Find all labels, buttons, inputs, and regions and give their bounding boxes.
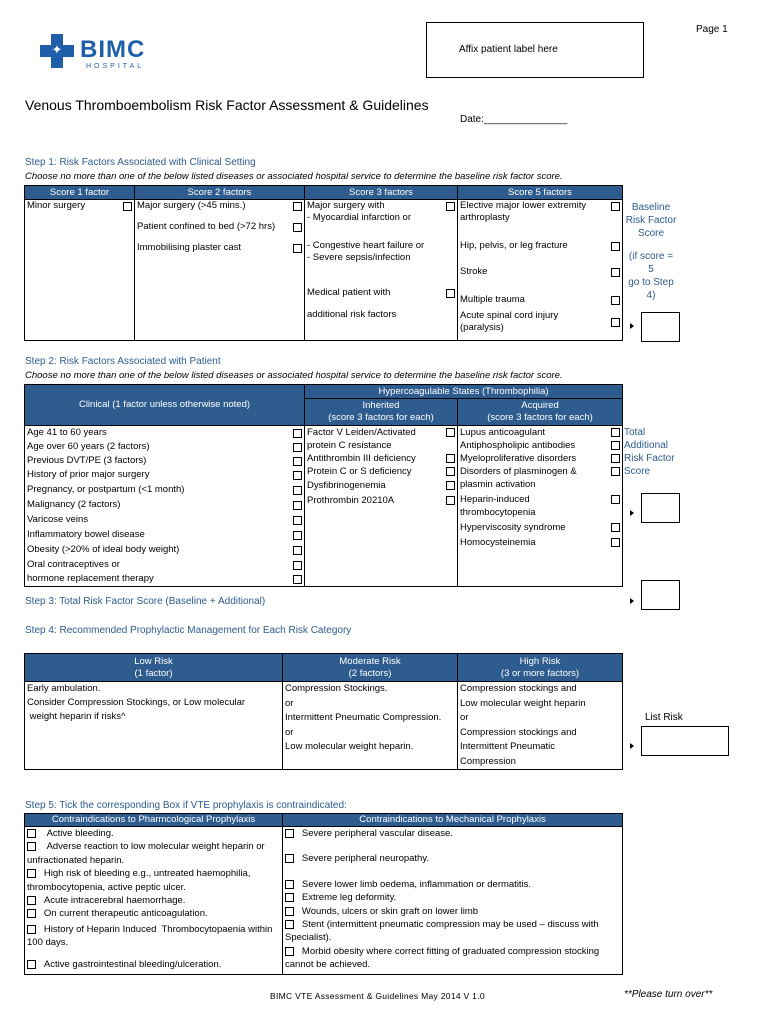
baseline-arrow-icon [630, 323, 634, 329]
logo-subtitle: HOSPITAL [86, 63, 145, 70]
risk-major-surgery-label: Major surgery (>45 mins.) [137, 200, 246, 211]
clinical-item: Malignancy (2 factors) [27, 499, 121, 510]
acquired-item: plasmin activation [460, 479, 536, 490]
risk-multiple-trauma-checkbox[interactable] [611, 296, 620, 305]
risk-stroke-label: Stroke [460, 266, 488, 277]
acquired-checkbox[interactable] [611, 441, 620, 450]
moderate-risk-header [283, 654, 458, 682]
clinical-checkbox[interactable] [293, 531, 302, 540]
inherited-checkbox[interactable] [446, 428, 455, 437]
risk-medical-patient-checkbox[interactable] [446, 289, 455, 298]
mech-checkbox[interactable] [285, 829, 294, 838]
mech-item: Severe peripheral vascular disease. [301, 828, 453, 839]
high-risk-title: High Risk [519, 655, 561, 667]
logo-cross-icon: ✦ [40, 34, 74, 68]
inherited-item: protein C resistance [307, 440, 392, 451]
additional-arrow-icon [630, 510, 634, 516]
acquired-item: Lupus anticoagulant [460, 427, 546, 438]
step5-table [24, 813, 623, 975]
pharm-item: History of Heparin Induced Thrombocytopaenia within [43, 923, 273, 935]
risk-sepsis-label: - Severe sepsis/infection [307, 252, 411, 263]
list-risk-arrow-icon [630, 743, 634, 749]
risk-elective-lower-label: Elective major lower extremity [460, 200, 587, 211]
inherited-item: Dysfibrinogenemia [307, 480, 386, 491]
clinical-item: History of prior major surgery [27, 469, 150, 480]
pharm-checkbox[interactable] [27, 869, 36, 878]
baseline-side-line4: (if score = 5 [628, 251, 674, 275]
step2-table [24, 384, 623, 587]
mech-checkbox[interactable] [285, 947, 294, 956]
acquired-item: Hyperviscosity syndrome [460, 522, 566, 533]
pharm-checkbox[interactable] [27, 896, 36, 905]
patient-label-box [426, 22, 644, 78]
risk-major-surgery-with-label: Major surgery with [307, 200, 385, 211]
pharm-checkbox[interactable] [27, 925, 36, 934]
high-risk-factors: (3 or more factors) [500, 667, 580, 679]
clinical-checkbox[interactable] [293, 501, 302, 510]
acquired-checkbox[interactable] [611, 523, 620, 532]
additional-score-box[interactable] [641, 493, 680, 523]
acquired-checkbox[interactable] [611, 538, 620, 547]
mech-item: Severe lower limb oedema, inflammation or dermatitis. [301, 878, 532, 890]
baseline-side-line6: 4) [646, 290, 656, 301]
moderate-risk-line: Intermittent Pneumatic Compression. [285, 712, 442, 723]
mech-item: Wounds, ulcers or skin graft on lower limb [301, 905, 479, 917]
acquired-item: Heparin-induced [460, 494, 530, 505]
risk-major-surgery-checkbox[interactable] [293, 202, 302, 211]
mech-item: Stent (intermittent pneumatic compression may be used – discuss with [301, 919, 599, 931]
pharm-checkbox[interactable] [27, 842, 36, 851]
clinical-checkbox[interactable] [293, 471, 302, 480]
clinical-checkbox[interactable] [293, 457, 302, 466]
acquired-checkbox[interactable] [611, 467, 620, 476]
total-arrow-icon [630, 598, 634, 604]
clinical-item: Oral contraceptives or [27, 559, 120, 570]
inherited-item: Factor V Leiden/Activated [307, 427, 416, 438]
high-risk-header [458, 654, 623, 682]
inherited-item: Prothrombin 20210A [307, 495, 395, 506]
step4-table [24, 653, 623, 770]
mech-item: Morbid obesity where correct fitting of graduated compression stocking [301, 945, 600, 957]
high-risk-line: or [460, 712, 469, 723]
inherited-item: Antithrombin III deficiency [307, 453, 416, 464]
baseline-side-line1: Baseline [631, 202, 671, 213]
high-risk-line: Compression stockings and [460, 726, 577, 738]
risk-spinal-cord-label: Acute spinal cord injury [460, 310, 559, 321]
risk-spinal-cord-checkbox[interactable] [611, 318, 620, 327]
moderate-risk-factors: (2 factors) [348, 667, 392, 679]
clinical-checkbox[interactable] [293, 429, 302, 438]
pharm-item: Adverse reaction to low molecular weight heparin or [46, 841, 265, 853]
acquired-item: Disorders of plasminogen & [460, 466, 577, 477]
list-risk-box[interactable] [641, 726, 729, 756]
pharm-checkbox[interactable] [27, 829, 36, 838]
clinical-item: Previous DVT/PE (3 factors) [27, 455, 147, 466]
inherited-checkbox[interactable] [446, 454, 455, 463]
additional-side-line4: Score [624, 466, 651, 477]
low-risk-line: Consider Compression Stockings, or Low molecular [27, 697, 246, 708]
mech-item: Severe peripheral neuropathy. [301, 853, 430, 865]
moderate-risk-title: Moderate Risk [339, 655, 401, 667]
step1-title: Step 1: Risk Factors Associated with Clinical Setting [25, 157, 256, 168]
step1-table [24, 185, 623, 341]
high-risk-line: Intermittent Pneumatic [460, 741, 556, 752]
mech-cell [283, 827, 623, 975]
additional-side-line1: Total [624, 427, 646, 438]
additional-side-label [624, 426, 684, 478]
mech-checkbox[interactable] [285, 920, 294, 929]
mech-checkbox[interactable] [285, 893, 294, 902]
low-risk-line: weight heparin if risks^ [27, 711, 126, 722]
clinical-item: Age over 60 years (2 factors) [27, 441, 150, 452]
date-field[interactable]: Date:_______________ [460, 114, 568, 125]
pharm-item: unfractionated heparin. [27, 854, 125, 866]
step2-clinical-header: Clinical (1 factor unless otherwise noted) [25, 385, 305, 426]
mech-header: Contraindications to Mechanical Prophylaxis [283, 814, 623, 827]
please-turn-over: **Please turn over** [624, 989, 713, 1000]
clinical-checkbox[interactable] [293, 561, 302, 570]
step2-hyper-header: Hypercoagulable States (Thrombophilia) [305, 385, 623, 399]
pharm-item: Acute intracerebral haemorrhage. [43, 895, 186, 907]
acquired-checkbox[interactable] [611, 454, 620, 463]
risk-multiple-trauma-label: Multiple trauma [460, 294, 525, 305]
pharm-item: Active bleeding. [46, 828, 114, 839]
step1-header-score3: Score 3 factors [305, 186, 458, 200]
baseline-side-line3: Score [637, 228, 665, 239]
inherited-header-line2: (score 3 factors for each) [328, 412, 434, 423]
total-score-box[interactable] [641, 580, 680, 610]
clinical-item: hormone replacement therapy [27, 573, 154, 584]
moderate-risk-cell [283, 682, 458, 770]
step5-title: Step 5: Tick the corresponding Box if VTE prophylaxis is contraindicated: [25, 800, 347, 811]
inherited-header-line1: Inherited [362, 400, 400, 411]
clinical-item: Obesity (>20% of ideal body weight) [27, 544, 180, 555]
risk-fracture-label: Hip, pelvis, or leg fracture [460, 240, 568, 251]
step4-title: Step 4: Recommended Prophylactic Management for Each Risk Category [25, 625, 352, 636]
clinical-checkbox[interactable] [293, 516, 302, 525]
pharm-checkbox[interactable] [27, 960, 36, 969]
risk-confined-bed-label: Patient confined to bed (>72 hrs) [137, 221, 276, 232]
inherited-checkbox[interactable] [446, 467, 455, 476]
pharm-item: On current therapeutic anticoagulation. [43, 908, 208, 920]
pharm-item: Active gastrointestinal bleeding/ulceration. [43, 958, 222, 970]
risk-stroke-checkbox[interactable] [611, 268, 620, 277]
acquired-checkbox[interactable] [611, 495, 620, 504]
moderate-risk-line: or [285, 697, 294, 709]
clinical-checkbox[interactable] [293, 443, 302, 452]
acquired-checkbox[interactable] [611, 428, 620, 437]
high-risk-line: Compression stockings and [460, 683, 577, 694]
mech-item: Specialist). [285, 932, 332, 944]
pharm-checkbox[interactable] [27, 909, 36, 918]
step2-instruction: Choose no more than one of the below listed diseases or associated hospital service to determine the baseline risk factor score. [25, 370, 563, 381]
additional-side-line3: Risk Factor [624, 453, 675, 464]
risk-elective-lower-checkbox[interactable] [611, 202, 620, 211]
acquired-item: thrombocytopenia [460, 507, 536, 518]
step3-title: Step 3: Total Risk Factor Score (Baseline + Additional) [25, 596, 266, 607]
risk-major-surgery-with-checkbox[interactable] [446, 202, 455, 211]
risk-mi-label: - Myocardial infarction or [307, 212, 412, 223]
pharm-header: Contraindications to Pharmcological Prophylaxis [25, 814, 283, 827]
low-risk-header [25, 654, 283, 682]
logo-text: BIMC [80, 36, 146, 63]
risk-plaster-cast-checkbox[interactable] [293, 244, 302, 253]
clinical-checkbox[interactable] [293, 546, 302, 555]
step1-header-score2: Score 2 factors [135, 186, 305, 200]
clinical-item: Varicose veins [27, 514, 89, 525]
clinical-item: Pregnancy, or postpartum (<1 month) [27, 484, 185, 495]
patient-label-text: Affix patient label here [459, 44, 558, 55]
high-risk-line: Low molecular weight heparin [460, 697, 586, 709]
risk-additional-factors-label: additional risk factors [307, 309, 397, 320]
step1-col4 [458, 200, 623, 341]
page-title: Venous Thromboembolism Risk Factor Assessment & Guidelines [25, 97, 429, 113]
inherited-item: Protein C or S deficiency [307, 466, 412, 477]
page-number: Page 1 [696, 24, 728, 35]
step1-header-score1: Score 1 factor [25, 186, 135, 200]
risk-medical-patient-label: Medical patient with [307, 287, 391, 298]
acquired-item: Homocysteinemia [460, 537, 536, 548]
risk-chf-label: - Congestive heart failure or [307, 240, 425, 251]
mech-checkbox[interactable] [285, 907, 294, 916]
pharm-item: High risk of bleeding e.g., untreated haemophilia, [43, 868, 251, 880]
pharm-item: thrombocytopenia, active peptic ulcer. [27, 881, 186, 893]
clinical-item: Inflammatory bowel disease [27, 529, 145, 540]
acquired-item: Myeloproliferative disorders [460, 453, 577, 464]
list-risk-label: List Risk [645, 712, 683, 723]
pharm-cell [25, 827, 283, 975]
risk-fracture-checkbox[interactable] [611, 242, 620, 251]
mech-checkbox[interactable] [285, 854, 294, 863]
moderate-risk-line: or [285, 726, 294, 738]
low-risk-factors: (1 factor) [134, 667, 173, 679]
risk-minor-surgery-checkbox[interactable] [123, 202, 132, 211]
step2-acquired-header [458, 399, 623, 426]
step1-instruction: Choose no more than one of the below listed diseases or associated hospital service to determine the baseline risk factor score. [25, 171, 563, 182]
baseline-score-box[interactable] [641, 312, 680, 342]
footer-text: BIMC VTE Assessment & Guidelines May 2014 V 1.0 [270, 991, 485, 1001]
step1-header-score5: Score 5 factors [458, 186, 623, 200]
risk-confined-bed-checkbox[interactable] [293, 223, 302, 232]
step2-clinical-col [25, 426, 305, 587]
low-risk-line: Early ambulation. [27, 683, 101, 694]
risk-minor-surgery-label: Minor surgery [27, 200, 86, 211]
baseline-side-line2: Risk Factor [625, 215, 677, 226]
step2-inherited-header [305, 399, 458, 426]
moderate-risk-line: Low molecular weight heparin. [285, 741, 414, 752]
high-risk-line: Compression [460, 755, 516, 767]
inherited-checkbox[interactable] [446, 496, 455, 505]
high-risk-cell [458, 682, 623, 770]
mech-item: cannot be achieved. [285, 959, 371, 971]
risk-paralysis-label: (paralysis) [460, 322, 504, 333]
step2-title: Step 2: Risk Factors Associated with Patient [25, 356, 221, 367]
low-risk-cell [25, 682, 283, 770]
additional-side-line2: Additional [624, 440, 668, 451]
step2-inherited-col [305, 426, 458, 587]
step1-col2 [135, 200, 305, 341]
acquired-header-line1: Acquired [521, 400, 559, 411]
clinical-item: Age 41 to 60 years [27, 427, 107, 438]
baseline-side-line5: go to Step [628, 277, 674, 288]
clinical-checkbox[interactable] [293, 575, 302, 584]
clinical-checkbox[interactable] [293, 486, 302, 495]
pharm-item: 100 days. [27, 937, 69, 949]
step2-acquired-col [458, 426, 623, 587]
step1-col3 [305, 200, 458, 341]
risk-plaster-cast-label: Immobilising plaster cast [137, 242, 242, 253]
mech-checkbox[interactable] [285, 880, 294, 889]
step1-col1 [25, 200, 135, 341]
acquired-item: Antiphospholipic antibodies [460, 440, 576, 451]
mech-item: Extreme leg deformity. [301, 892, 397, 904]
moderate-risk-line: Compression Stockings. [285, 683, 388, 694]
inherited-checkbox[interactable] [446, 481, 455, 490]
low-risk-title: Low Risk [134, 655, 173, 667]
acquired-header-line2: (score 3 factors for each) [487, 412, 593, 423]
risk-arthroplasty-label: arthroplasty [460, 212, 510, 223]
baseline-side-label [625, 201, 677, 302]
